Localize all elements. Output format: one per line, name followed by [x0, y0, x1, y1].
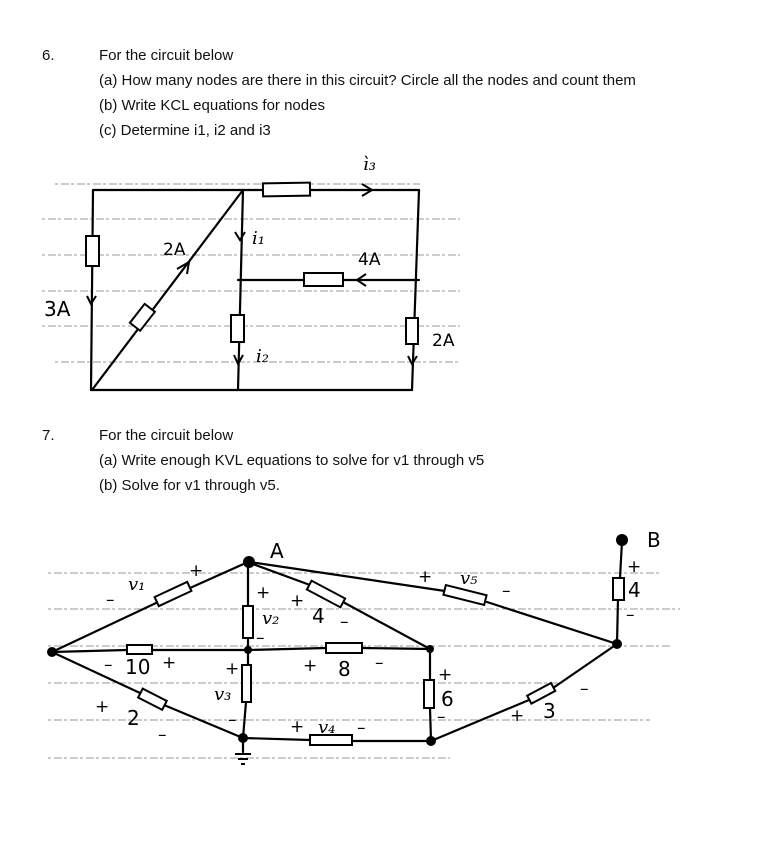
label-r3: 3 [543, 699, 556, 723]
r4-top-plus: + [290, 591, 305, 611]
r10-minus: – [104, 655, 113, 675]
q7-part-a: (a) Write enough KVL equations to solve for v1 through v5 [99, 452, 485, 469]
q7-circuit-diagram [0, 520, 765, 820]
label-r4-right: 4 [628, 578, 641, 602]
ruled-lines [42, 184, 460, 362]
q6-current-arrows [87, 184, 417, 364]
r3-minus: – [580, 679, 589, 699]
label-i2: i₂ [256, 346, 269, 367]
v1-plus: + [189, 561, 204, 581]
v4-plus: + [290, 717, 305, 737]
node-right-mid [426, 645, 434, 653]
label-v5: v₅ [460, 568, 478, 589]
q7-resistor-v3 [242, 665, 251, 702]
q7-resistor-10 [127, 645, 152, 654]
label-4A: 4A [358, 250, 381, 270]
label-v4: v₄ [318, 717, 336, 738]
arrow-i1-icon [235, 232, 245, 240]
q7-resistor-4-right [613, 578, 624, 600]
q6-circuit-diagram [0, 150, 765, 410]
q6-intro: For the circuit below [99, 47, 234, 64]
q7-resistor-v1 [155, 582, 192, 606]
node-left [47, 647, 57, 657]
q6-part-a: (a) How many nodes are there in this circuit? Circle all the nodes and count them [99, 72, 636, 89]
v3-plus: + [225, 659, 240, 679]
r10-plus: + [162, 653, 177, 673]
q7-part-b: (b) Solve for v1 through v5. [99, 477, 280, 494]
v5-plus: + [418, 567, 433, 587]
q7-resistor-2 [138, 689, 167, 710]
r3-plus: + [510, 706, 525, 726]
label-i1: i₁ [252, 228, 265, 249]
q6-part-c: (c) Determine i1, i2 and i3 [99, 122, 271, 139]
q6-resistor-middle-h [304, 273, 343, 286]
label-3A: 3A [44, 297, 71, 321]
v5-minus: – [502, 581, 511, 601]
q6-part-b: (b) Write KCL equations for nodes [99, 97, 325, 114]
node-center [244, 646, 252, 654]
r4-top-minus: – [340, 612, 349, 632]
v2-plus: + [256, 583, 271, 603]
label-2A-diagonal: 2A [163, 240, 186, 260]
q7-number: 7. [42, 427, 55, 444]
node-A [243, 556, 255, 568]
node-right [612, 639, 622, 649]
r2-plus: + [95, 697, 110, 717]
r4-right-minus: – [626, 605, 635, 625]
label-r4-top: 4 [312, 604, 325, 628]
label-i3: ì₃ [363, 154, 376, 175]
node-B [616, 534, 628, 546]
r4-right-plus: + [627, 557, 642, 577]
q6-wires [91, 190, 419, 390]
label-v3: v₃ [214, 684, 232, 705]
v4-minus: – [357, 718, 366, 738]
q7-resistor-6 [424, 680, 434, 708]
label-r6: 6 [441, 687, 454, 711]
label-v2: v₂ [262, 608, 280, 629]
node-ground [238, 733, 248, 743]
r8-plus: + [303, 656, 318, 676]
label-r8: 8 [338, 657, 351, 681]
q7-resistor-8 [326, 643, 362, 653]
q7-intro: For the circuit below [99, 427, 234, 444]
q6-resistor-diagonal [130, 304, 155, 331]
r6-minus: – [437, 707, 446, 727]
label-v1: v₁ [128, 574, 146, 595]
label-node-A: A [270, 539, 284, 563]
v3-minus: – [228, 710, 237, 730]
ground-icon [235, 754, 251, 764]
v2-minus: – [256, 628, 265, 648]
label-node-B: B [647, 528, 661, 552]
label-r2: 2 [127, 706, 140, 730]
label-r10: 10 [125, 655, 151, 679]
q6-resistor-left [86, 236, 99, 266]
q6-resistor-right-v [406, 318, 418, 344]
r2-minus: – [158, 725, 167, 745]
v1-minus: – [106, 590, 115, 610]
r8-minus: – [375, 653, 384, 673]
q6-number: 6. [42, 47, 55, 64]
label-2A-right: 2A [432, 331, 455, 351]
q6-resistor-center-v [231, 315, 244, 342]
q7-resistor-v2 [243, 606, 253, 638]
q6-resistor-top [263, 183, 310, 197]
node-bottom-right [426, 736, 436, 746]
r6-plus: + [438, 665, 453, 685]
